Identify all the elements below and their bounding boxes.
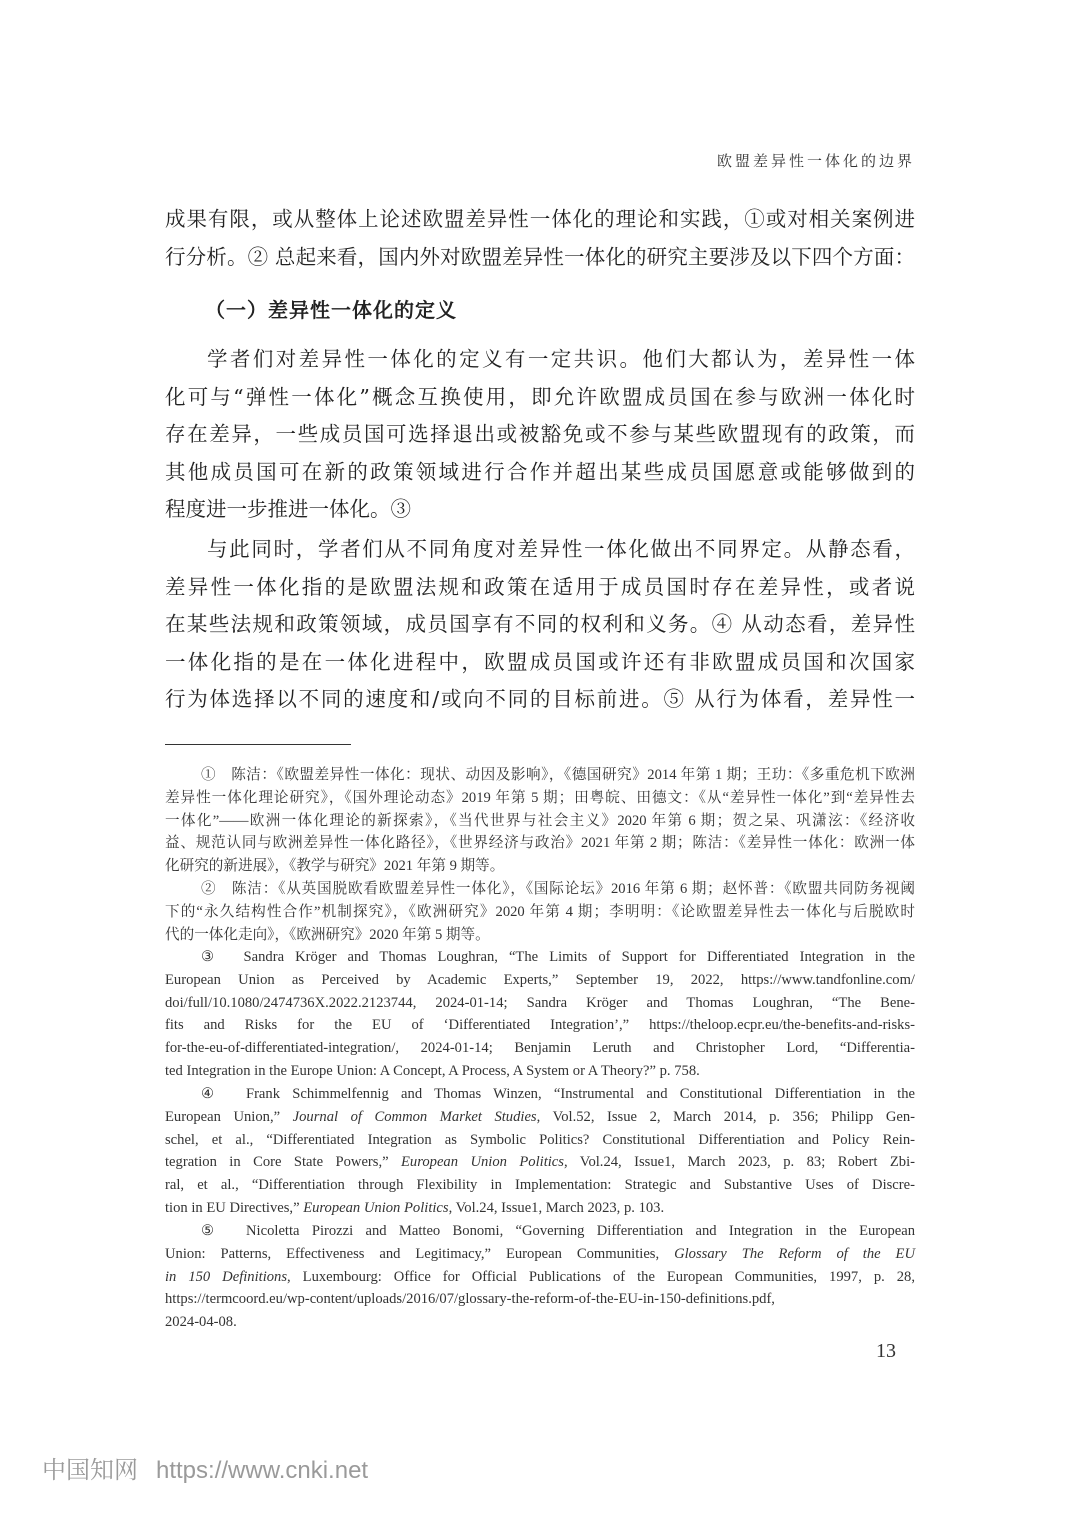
footnote-text: 一体化”——欧洲一体化理论的新探索》，《当代世界与社会主义》2020 年第 6 期；贺之杲、巩潇泫：《经济收 — [165, 812, 915, 829]
watermark-brand: 中国知网 — [42, 1456, 138, 1484]
footnote-italic-text: Glossary The Reform of the EU — [674, 1245, 915, 1262]
footnote-text: for-the-eu-of-differentiated-integration/, 2024-01-14; Benjamin Leruth and Christopher Lord, “Differentia- — [165, 1040, 915, 1057]
footnote-line — [165, 1014, 915, 1037]
footnote-text: ② 陈洁：《从英国脱欧看欧盟差异性一体化》，《国际论坛》2016 年第 6 期；赵怀普：《欧盟共同防务视阈 — [201, 881, 915, 897]
footnote-line — [165, 992, 915, 1015]
footnote-line — [165, 832, 915, 855]
footnote-line — [165, 1197, 915, 1220]
footnote-line — [165, 1311, 915, 1334]
page-number: 13 — [876, 1340, 896, 1362]
footnote — [165, 1220, 915, 1334]
footnote-line — [165, 1288, 915, 1311]
body-paragraph — [165, 341, 915, 529]
footnote-line — [165, 1220, 915, 1243]
watermark — [42, 1450, 368, 1485]
footnote-text: European Union,” — [165, 1108, 293, 1125]
footnote-text: , Vol.24, Issue1, March 2023, p. 103. — [448, 1199, 665, 1216]
footnote-line — [165, 924, 915, 947]
footnote-text: European Union as Perceived by Academic Experts,” September 19, 2022, https://www.tandfonline.com/ — [165, 971, 915, 988]
footnote — [165, 764, 915, 878]
footnote-divider — [165, 744, 351, 745]
text-line: 化可与“弹性一体化”概念互换使用，即允许欧盟成员国在参与欧洲一体化时 — [165, 384, 915, 409]
footnote-text: fits and Risks for the EU of ‘Differentiated Integration’,” https://theloop.ecpr.eu/the-benefits-and-risks- — [165, 1017, 915, 1034]
footnote-text: , Luxembourg: Office for Official Publications of the European Communities, 1997, p. 28, — [287, 1268, 915, 1285]
footnote-line — [165, 810, 915, 833]
footnote-text: ted Integration in the Europe Union: A Concept, A Process, A System or A Theory?” p. 758. — [165, 1062, 700, 1079]
footnote-line — [165, 1037, 915, 1060]
text-line: 与此同时，学者们从不同角度对差异性一体化做出不同界定。从静态看， — [207, 537, 915, 561]
text-line: 在某些法规和政策领域，成员国享有不同的权利和义务。④ 从动态看，差异性 — [165, 612, 915, 637]
footnote-text: 下的“永久结构性合作”机制探究》，《欧洲研究》2020 年第 4 期；李明明：《论欧盟差异性去一体化与后脱欧时 — [165, 903, 915, 920]
footnote-line — [165, 1266, 915, 1289]
footnote — [165, 878, 915, 946]
footnote-line — [165, 1106, 915, 1129]
footnote-line — [165, 1174, 915, 1197]
footnote-line — [165, 969, 915, 992]
footnote-line — [165, 901, 915, 924]
footnote-italic-text: European Union Politics — [303, 1199, 449, 1216]
text-line: 成果有限，或从整体上论述欧盟差异性一体化的理论和实践，①或对相关案例进 — [165, 207, 915, 231]
footnote-text: Union: Patterns, Effectiveness and Legitimacy,” European Communities, — [165, 1245, 675, 1262]
footnote-line — [165, 787, 915, 810]
section-heading: （一）差异性一体化的定义 — [205, 298, 457, 322]
footnote-text: https://termcoord.eu/wp-content/uploads/2016/07/glossary-the-reform-of-the-EU-in-150-definitions.pdf, — [165, 1291, 775, 1308]
footnote-text: , Vol.52, Issue 2, March 2014, p. 356; Philipp Gen- — [536, 1108, 915, 1125]
footnote-line — [165, 855, 915, 878]
footnote-text: ral, et al., “Differentiation through Flexibility in Implementation: Strategic and Substantive Uses of Discre- — [165, 1177, 915, 1194]
footnote-text: ④ Frank Schimmelfennig and Thomas Winzen, “Instrumental and Constitutional Differentiation in the — [201, 1086, 915, 1102]
footnote — [165, 1083, 915, 1220]
footnote-text: 2024-04-08. — [165, 1314, 237, 1331]
footnote-text: ① 陈洁：《欧盟差异性一体化：现状、动因及影响》，《德国研究》2014 年第 1 期；王玏：《多重危机下欧洲 — [201, 767, 915, 783]
footnote-text: tion in EU Directives,” — [165, 1199, 304, 1216]
footnote-text: 化研究的新进展》，《教学与研究》2021 年第 9 期等。 — [165, 858, 505, 875]
footnote-italic-text: European Union Politics — [401, 1154, 564, 1171]
footnote-line — [165, 878, 915, 901]
footnote-line — [165, 1060, 915, 1083]
running-head: 欧盟差异性一体化的边界 — [716, 152, 915, 170]
watermark-url: https://www.cnki.net — [156, 1457, 369, 1484]
body-paragraph — [165, 531, 915, 719]
footnote-text: tegration in Core State Powers,” — [165, 1154, 402, 1171]
footnote-text: 益、规范认同与欧洲差异性一体化路径》，《世界经济与政治》2021 年第 2 期；陈洁：《差异性一体化：欧洲一体 — [165, 835, 915, 852]
footnote-italic-text: in 150 Definitions — [165, 1268, 288, 1285]
footnote-line — [165, 1151, 915, 1174]
footnote-text: 差异性一体化理论研究》，《国外理论动态》2019 年第 5 期；田粤皖、田德文：《从“差异性一体化”到“差异性去 — [165, 789, 915, 806]
text-line: 其他成员国可在新的政策领域进行合作并超出某些成员国愿意或能够做到的 — [165, 459, 915, 484]
footnote-line — [165, 1083, 915, 1106]
body-paragraph — [165, 201, 915, 276]
footnote-text: 代的一体化走向》，《欧洲研究》2020 年第 5 期等。 — [165, 926, 490, 943]
footnote-text: ⑤ Nicoletta Pirozzi and Matteo Bonomi, “Governing Differentiation and Integration in the European — [201, 1223, 915, 1239]
footnote-text: schel, et al., “Differentiated Integration as Symbolic Politics? Constitutional Differentiation and Policy Rein- — [165, 1131, 915, 1148]
footnote — [165, 946, 915, 1083]
footnote-text: doi/full/10.1080/2474736X.2022.2123744, 2024-01-14; Sandra Kröger and Thomas Loughran, “The Bene- — [165, 994, 915, 1011]
text-line: 程度进一步推进一体化。③ — [165, 497, 411, 522]
text-line: 行分析。② 总起来看，国内外对欧盟差异性一体化的研究主要涉及以下四个方面： — [165, 244, 915, 269]
footnote-text: , Vol.24, Issue1, March 2023, p. 83; Robert Zbi- — [563, 1154, 915, 1171]
footnote-italic-text: Journal of Common Market Studies — [292, 1108, 537, 1125]
text-line: 存在差异，一些成员国可选择退出或被豁免或不参与某些欧盟现有的政策，而 — [165, 422, 915, 447]
text-line: 差异性一体化指的是欧盟法规和政策在适用于成员国时存在差异性，或者说 — [165, 574, 915, 599]
text-line: 一体化指的是在一体化进程中，欧盟成员国或许还有非欧盟成员国和次国家 — [165, 649, 915, 674]
footnote-line — [165, 946, 915, 969]
text-line: 学者们对差异性一体化的定义有一定共识。他们大都认为，差异性一体 — [207, 347, 915, 371]
footnote-line — [165, 764, 915, 787]
footnote-text: ③ Sandra Kröger and Thomas Loughran, “The Limits of Support for Differentiated Integration in the — [201, 949, 915, 965]
text-line: 行为体选择以不同的速度和/或向不同的目标前进。⑤ 从行为体看，差异性一 — [165, 687, 915, 712]
footnote-line — [165, 1243, 915, 1266]
footnote-line — [165, 1129, 915, 1152]
